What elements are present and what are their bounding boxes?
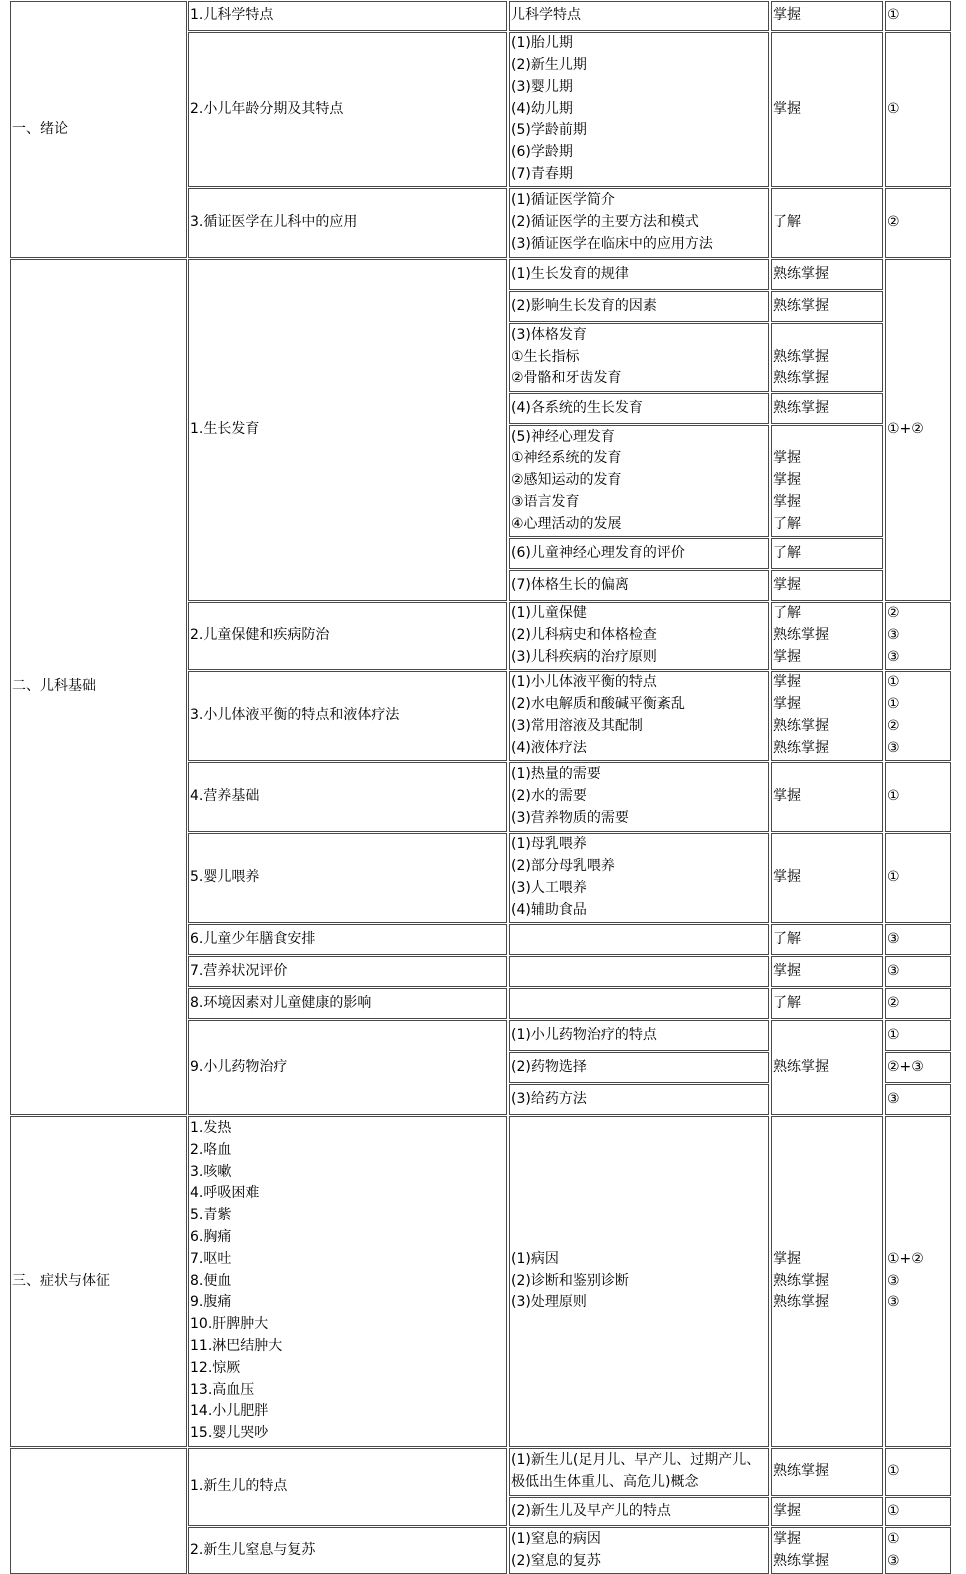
topic-content (509, 1527, 769, 1574)
section-title (10, 1448, 187, 1574)
level-text: 掌握 (773, 576, 801, 593)
unit-text: ① (887, 1026, 900, 1043)
level-text: 了解 (773, 214, 801, 231)
topic-content (509, 762, 769, 832)
topic-name-text: 3.循证医学在儿科中的应用 (190, 214, 358, 231)
level-text (772, 325, 829, 347)
level-text: 熟练掌握 (773, 297, 829, 314)
unit (885, 1448, 951, 1496)
topic-content (509, 671, 769, 761)
level (771, 602, 883, 670)
level (771, 1, 883, 31)
topic-name (188, 1, 507, 31)
topic-content-text: (1)窒息的病因 (511, 1530, 601, 1547)
level-text: 了解 (773, 994, 801, 1011)
sub-content (509, 1052, 769, 1083)
topic-content-text: (2)诊断和鉴别诊断 (511, 1272, 629, 1289)
unit-text: ① (887, 788, 900, 805)
unit (885, 762, 951, 832)
sub-content (509, 1020, 769, 1051)
unit (885, 1497, 951, 1526)
level-text: 掌握 (773, 788, 801, 805)
level (771, 538, 883, 569)
level-text: 掌握 (773, 962, 801, 979)
unit-text: ③ (887, 1294, 900, 1311)
topic-content-text: (3)儿科疾病的治疗原则 (511, 648, 657, 665)
topic-content-text: (4)幼儿期 (511, 100, 573, 117)
level (771, 924, 883, 955)
topic-name (188, 671, 507, 761)
unit-text: ① (887, 1530, 900, 1547)
sub-content-text: (3)体格发育 (511, 326, 587, 343)
sub-content (509, 570, 769, 601)
level-text: 熟练掌握 (773, 265, 829, 282)
unit-text: ① (887, 7, 900, 24)
level-text (772, 427, 801, 449)
topic-name-text: 3.咳嗽 (190, 1163, 232, 1180)
topic-name (188, 762, 507, 832)
sub-content-text: (1)小儿药物治疗的特点 (511, 1026, 657, 1043)
topic-content (509, 956, 769, 987)
topic-content-text: (1)热量的需要 (511, 766, 601, 783)
level-text: 掌握 (773, 648, 801, 665)
topic-name-text: 12.惊厥 (190, 1359, 241, 1376)
topic-content (509, 988, 769, 1019)
sub-content (509, 291, 769, 322)
unit-text: ① (887, 1502, 900, 1519)
sub-content-text: (1)新生儿(足月儿、早产儿、过期产儿、极低出生体重儿、高危儿)概念 (511, 1452, 761, 1490)
topic-content-text: (3)循证医学在临床中的应用方法 (511, 235, 713, 252)
sub-content (509, 1084, 769, 1115)
unit (885, 671, 951, 761)
unit (885, 988, 951, 1019)
level-text: 掌握 (773, 7, 801, 24)
level-text: 熟练掌握 (773, 739, 829, 756)
level-text: 熟练掌握 (773, 1058, 829, 1075)
topic-content-text: (1)胎儿期 (511, 35, 573, 52)
topic-name-text: 5.婴儿喂养 (190, 869, 260, 886)
topic-content-text: (7)青春期 (511, 165, 573, 182)
level-text: 掌握 (773, 450, 801, 467)
sub-content (509, 425, 769, 537)
topic-content-text: (3)婴儿期 (511, 78, 573, 95)
level-text: 了解 (773, 544, 801, 561)
topic-name-text: 2.小儿年龄分期及其特点 (190, 100, 344, 117)
section-title (10, 1, 187, 258)
sub-content-text: (2)新生儿及早产儿的特点 (511, 1502, 671, 1519)
topic-content-text: 儿科学特点 (511, 7, 581, 24)
topic-name-text: 10.肝脾肿大 (190, 1316, 269, 1333)
unit-text: ① (887, 100, 900, 117)
level-text: 熟练掌握 (773, 1272, 829, 1289)
unit (885, 32, 951, 187)
level (771, 762, 883, 832)
topic-content (509, 1116, 769, 1447)
topic-name (188, 833, 507, 923)
topic-name-text: 1.发热 (190, 1120, 232, 1137)
topic-name-text: 1.新生儿的特点 (190, 1478, 288, 1495)
topic-name (188, 1448, 507, 1526)
unit (885, 956, 951, 987)
section-title (10, 259, 187, 1115)
topic-name-text: 5.青紫 (190, 1207, 232, 1224)
topic-name-text: 7.营养状况评价 (190, 962, 288, 979)
topic-content-text: (1)循证医学简介 (511, 192, 615, 209)
topic-content-text: (2)循证医学的主要方法和模式 (511, 214, 699, 231)
level (771, 671, 883, 761)
section-title-text: 二、儿科基础 (12, 678, 96, 695)
level-text: 熟练掌握 (773, 1294, 829, 1311)
level (771, 1448, 883, 1496)
topic-content-text: (1)小儿体液平衡的特点 (511, 674, 657, 691)
topic-name-text: 6.儿童少年膳食安排 (190, 930, 316, 947)
sub-content-text: (7)体格生长的偏离 (511, 576, 629, 593)
topic-name-text: 1.儿科学特点 (190, 7, 274, 24)
topic-name-text: 15.婴儿哭吵 (190, 1425, 269, 1442)
unit (885, 1, 951, 31)
level (771, 259, 883, 290)
sub-content-text: ④心理活动的发展 (511, 515, 622, 532)
level-text: 掌握 (773, 1250, 801, 1267)
section-title (10, 1116, 187, 1447)
topic-content-text: (2)窒息的复苏 (511, 1552, 601, 1569)
level (771, 291, 883, 322)
topic-content-text: (1)母乳喂养 (511, 836, 587, 853)
topic-name-text: 2.新生儿窒息与复苏 (190, 1541, 316, 1558)
topic-name (188, 924, 507, 955)
level-text: 掌握 (773, 674, 801, 691)
topic-name (188, 259, 507, 601)
unit (885, 833, 951, 923)
sub-content-text: (5)神经心理发育 (511, 428, 615, 445)
topic-name-text: 4.营养基础 (190, 788, 260, 805)
unit (885, 1052, 951, 1083)
sub-content (509, 393, 769, 424)
topic-content (509, 188, 769, 258)
sub-content-text: (2)影响生长发育的因素 (511, 297, 657, 314)
topic-name (188, 1116, 507, 1447)
unit-text: ① (887, 1463, 900, 1480)
topic-name-text: 2.儿童保健和疾病防治 (190, 627, 330, 644)
sub-content-text: (2)药物选择 (511, 1058, 587, 1075)
unit-text: ③ (887, 627, 900, 644)
unit-text: ③ (887, 962, 900, 979)
level (771, 956, 883, 987)
unit-text: ③ (887, 1090, 900, 1107)
topic-content (509, 32, 769, 187)
sub-content-text: ①神经系统的发育 (511, 450, 622, 467)
unit (885, 188, 951, 258)
unit-text: ①+② (887, 421, 924, 438)
topic-name-text: 6.胸痛 (190, 1229, 232, 1245)
section-title-text: 一、绪论 (12, 120, 68, 137)
level (771, 32, 883, 187)
unit-text: ② (887, 605, 900, 622)
topic-name (188, 32, 507, 187)
level-text: 掌握 (773, 869, 801, 886)
level-text: 掌握 (773, 493, 801, 510)
unit-text: ② (887, 214, 900, 231)
topic-name-text: 9.小儿药物治疗 (190, 1058, 288, 1075)
level-text: 掌握 (773, 1530, 801, 1547)
topic-name (188, 1527, 507, 1574)
unit-text: ③ (887, 930, 900, 947)
level-text: 熟练掌握 (773, 1552, 829, 1569)
unit-text: ③ (887, 1272, 900, 1289)
topic-content-text: (2)水的需要 (511, 788, 587, 805)
level (771, 988, 883, 1019)
level (771, 1020, 883, 1115)
topic-name (188, 956, 507, 987)
unit-text: ②+③ (887, 1058, 924, 1075)
topic-content-text: (2)新生儿期 (511, 57, 587, 73)
sub-content-text: (3)给药方法 (511, 1090, 587, 1107)
topic-content-text: (6)学龄期 (511, 144, 573, 161)
level-text: 熟练掌握 (773, 718, 829, 734)
unit-text: ③ (887, 1552, 900, 1569)
sub-content-text: ①生长指标 (511, 348, 580, 365)
topic-name-text: 8.便血 (190, 1272, 232, 1289)
level-text: 掌握 (773, 1502, 801, 1519)
topic-content (509, 833, 769, 923)
topic-content (509, 602, 769, 670)
unit-text: ① (887, 696, 900, 713)
sub-content (509, 1448, 769, 1496)
unit-text: ① (887, 869, 900, 886)
level (771, 425, 883, 537)
level (771, 393, 883, 424)
topic-content-text: (2)水电解质和酸碱平衡紊乱 (511, 696, 685, 713)
level-text: 熟练掌握 (773, 1463, 829, 1480)
sub-content-text: (1)生长发育的规律 (511, 265, 629, 282)
sub-content (509, 323, 769, 392)
sub-content-text: (4)各系统的生长发育 (511, 399, 643, 416)
topic-content-text: (3)处理原则 (511, 1294, 587, 1311)
topic-content-text: (5)学龄前期 (511, 122, 587, 139)
topic-content-text: (1)儿童保健 (511, 605, 587, 622)
topic-name-text: 4.呼吸困难 (190, 1185, 260, 1202)
unit (885, 1084, 951, 1115)
topic-name (188, 188, 507, 258)
topic-name (188, 988, 507, 1019)
unit-text: ① (887, 674, 900, 691)
section-title-text: 三、症状与体征 (12, 1272, 110, 1289)
topic-content-text: (3)营养物质的需要 (511, 809, 629, 826)
level-text: 了解 (773, 605, 801, 622)
topic-content (509, 1, 769, 31)
unit-text: ③ (887, 739, 900, 756)
level (771, 1497, 883, 1526)
level-text: 了解 (773, 515, 801, 532)
topic-name (188, 602, 507, 670)
topic-content-text: (3)常用溶液及其配制 (511, 718, 643, 734)
topic-content-text: (1)病因 (511, 1250, 559, 1267)
sub-content-text: (6)儿童神经心理发育的评价 (511, 544, 685, 561)
level-text: 掌握 (773, 472, 801, 489)
unit (885, 924, 951, 955)
topic-content-text: (3)人工喂养 (511, 880, 587, 896)
topic-content-text: (2)部分母乳喂养 (511, 858, 615, 875)
level-text: 熟练掌握 (773, 399, 829, 416)
topic-name-text: 1.生长发育 (190, 421, 260, 438)
level (771, 323, 883, 392)
level (771, 1527, 883, 1574)
unit-text: ③ (887, 648, 900, 665)
topic-name-text: 7.呕吐 (190, 1250, 232, 1267)
sub-content-text: ③语言发育 (511, 493, 580, 510)
topic-name-text: 3.小儿体液平衡的特点和液体疗法 (190, 707, 400, 724)
level-text: 掌握 (773, 100, 801, 117)
level-text: 了解 (773, 930, 801, 947)
level (771, 188, 883, 258)
unit (885, 1527, 951, 1574)
level (771, 833, 883, 923)
sub-content-text: ②骨骼和牙齿发育 (511, 370, 622, 387)
level-text: 熟练掌握 (773, 348, 829, 365)
unit-text: ①+② (887, 1250, 924, 1267)
topic-name-text: 11.淋巴结肿大 (190, 1337, 283, 1354)
topic-name (188, 1020, 507, 1115)
unit (885, 1116, 951, 1447)
unit (885, 259, 951, 601)
topic-content-text: (4)液体疗法 (511, 739, 587, 756)
unit (885, 1020, 951, 1051)
sub-content (509, 1497, 769, 1526)
topic-name-text: 9.腹痛 (190, 1294, 232, 1311)
topic-content-text: (4)辅助食品 (511, 901, 587, 918)
sub-content (509, 259, 769, 290)
topic-name-text: 13.高血压 (190, 1381, 255, 1398)
unit-text: ② (887, 994, 900, 1011)
topic-content-text: (2)儿科病史和体格检查 (511, 627, 657, 644)
topic-name-text: 2.咯血 (190, 1141, 232, 1158)
level-text: 掌握 (773, 696, 801, 713)
level (771, 570, 883, 601)
topic-name-text: 14.小儿肥胖 (190, 1403, 269, 1420)
level (771, 1116, 883, 1447)
sub-content (509, 538, 769, 569)
topic-name-text: 8.环境因素对儿童健康的影响 (190, 994, 372, 1011)
level-text: 熟练掌握 (773, 627, 829, 644)
unit-text: ② (887, 718, 900, 734)
section-title-text (11, 1500, 16, 1522)
level-text: 熟练掌握 (773, 370, 829, 387)
topic-content (509, 924, 769, 955)
sub-content-text: ②感知运动的发育 (511, 472, 622, 489)
unit (885, 602, 951, 670)
